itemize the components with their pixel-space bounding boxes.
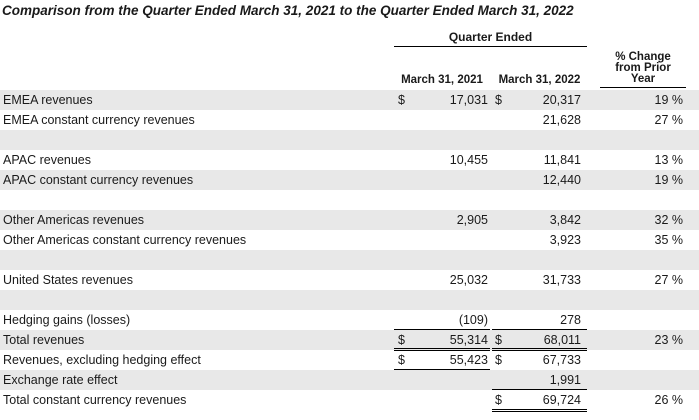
row-label: EMEA revenues — [3, 93, 93, 107]
table-row — [0, 110, 699, 130]
change-header-line: Year — [630, 73, 656, 85]
total-double-rule — [492, 409, 587, 410]
percent-change: 32 % — [654, 213, 683, 227]
table-row — [0, 170, 699, 190]
percent-change: 35 % — [654, 233, 683, 247]
value-2022: 11,841 — [543, 153, 581, 167]
value-2022: 68,011 — [543, 333, 581, 347]
table-row — [0, 230, 699, 250]
row-label: Other Americas constant currency revenues — [3, 233, 247, 247]
column-header-2022: March 31, 2022 — [498, 74, 581, 86]
percent-change: 26 % — [654, 393, 683, 407]
table-row — [0, 210, 699, 230]
value-2022: 31,733 — [542, 273, 581, 287]
value-2022: 67,733 — [542, 353, 581, 367]
row-label: APAC revenues — [3, 153, 92, 167]
column-header-change — [600, 52, 686, 85]
table-row — [0, 370, 699, 390]
table-row — [0, 150, 699, 170]
value-2021: 17,031 — [449, 93, 488, 107]
table-row — [0, 90, 699, 110]
percent-change: 13 % — [654, 153, 683, 167]
spacer-row — [0, 190, 699, 210]
value-2022: 21,628 — [542, 113, 581, 127]
total-double-rule — [492, 411, 587, 412]
row-label: Exchange rate effect — [3, 373, 118, 387]
percent-change: 19 % — [654, 93, 683, 107]
change-header-line: from Prior — [615, 62, 671, 74]
row-label: Other Americas revenues — [3, 213, 145, 227]
spacer-row — [0, 250, 699, 270]
row-label: EMEA constant currency revenues — [3, 113, 195, 127]
table-row — [0, 270, 699, 290]
total-double-rule — [492, 348, 587, 349]
change-header-line: % Change — [615, 51, 671, 63]
percent-change: 27 % — [654, 113, 683, 127]
percent-change: 23 % — [654, 333, 683, 347]
percent-change: 19 % — [654, 173, 683, 187]
quarter-ended-header: Quarter Ended — [448, 30, 533, 44]
header-rule — [600, 87, 686, 88]
spacer-row — [0, 290, 699, 310]
dollar-sign: $ — [495, 333, 502, 347]
dollar-sign: $ — [398, 353, 405, 367]
row-label: Hedging gains (losses) — [3, 313, 131, 327]
value-2022: 69,724 — [542, 393, 581, 407]
row-label: APAC constant currency revenues — [3, 173, 194, 187]
table-row — [0, 390, 699, 410]
dollar-sign: $ — [495, 393, 502, 407]
value-2021: 2,905 — [456, 213, 488, 227]
total-double-rule — [394, 348, 490, 349]
value-2022: 1,991 — [549, 373, 581, 387]
value-2022: 3,923 — [549, 233, 581, 247]
dollar-sign: $ — [495, 93, 502, 107]
value-2022: 20,317 — [542, 93, 581, 107]
value-2021: 55,423 — [449, 353, 488, 367]
row-label: Revenues, excluding hedging effect — [3, 353, 201, 367]
value-2022: 278 — [560, 313, 581, 327]
dollar-sign: $ — [398, 93, 405, 107]
dollar-sign: $ — [495, 353, 502, 367]
column-header-2021: March 31, 2021 — [401, 74, 483, 86]
row-label: Total constant currency revenues — [3, 393, 187, 407]
value-2022: 12,440 — [542, 173, 581, 187]
table-row — [0, 350, 699, 370]
row-label: Total revenues — [3, 333, 85, 347]
value-2021: (109) — [458, 313, 488, 327]
spacer-row — [0, 130, 699, 150]
value-2021: 55,314 — [449, 333, 488, 347]
header-rule — [394, 46, 587, 47]
value-2022: 3,842 — [549, 213, 581, 227]
row-label: United States revenues — [3, 273, 133, 287]
value-2021: 10,455 — [449, 153, 488, 167]
table-row — [0, 310, 699, 330]
dollar-sign: $ — [398, 333, 405, 347]
page-title: Comparison from the Quarter Ended March 31, 2021 to the Quarter Ended March 31, 2022 — [2, 3, 574, 18]
table-row — [0, 330, 699, 350]
percent-change: 27 % — [654, 273, 683, 287]
value-2021: 25,032 — [449, 273, 488, 287]
